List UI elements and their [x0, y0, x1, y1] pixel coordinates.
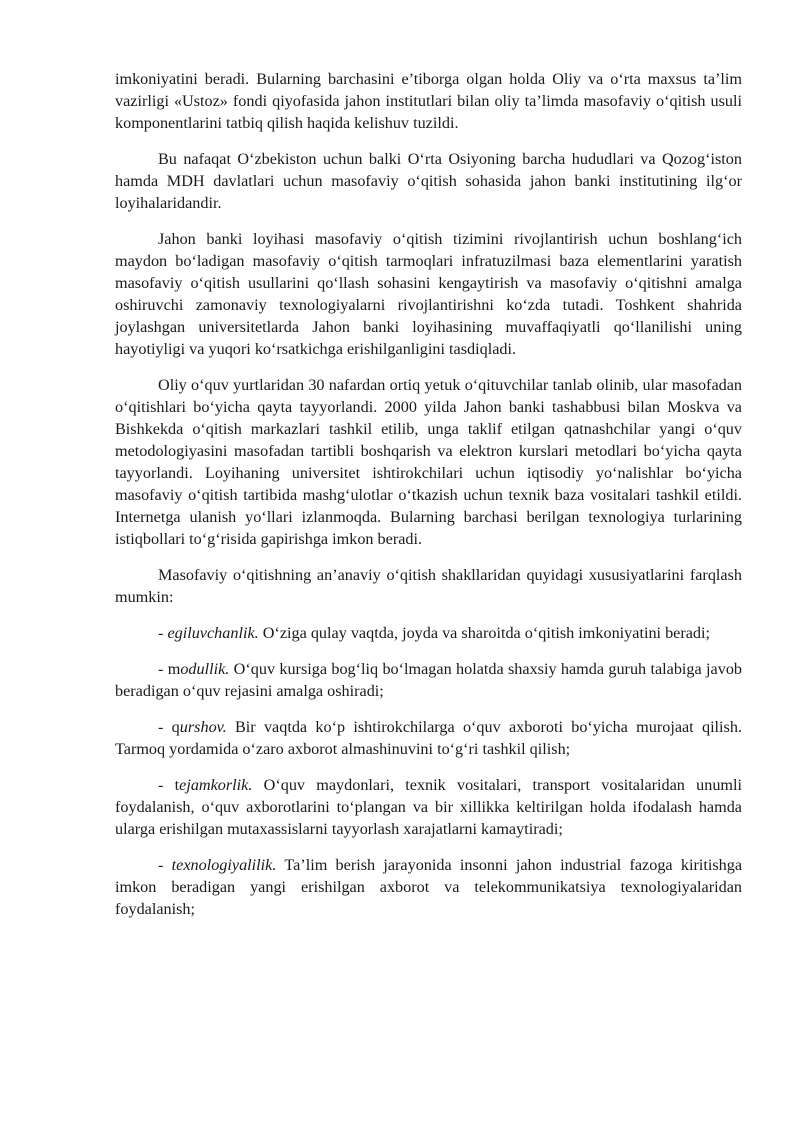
list-item-prefix: - — [158, 624, 168, 642]
list-item-prefix: - — [158, 856, 172, 874]
list-item-term: odullik. — [180, 660, 230, 678]
list-item-term: urshov. — [179, 718, 227, 736]
list-item-text: Ta’lim berish jarayonida insonni jahon industrial fazoga kiritishga imkon beradigan yangi erishilgan axborot va telekommunikatsiya texnologiyalaridan foydalanish; — [115, 856, 743, 918]
list-item-text: O‘ziga qulay vaqtda, joyda va sharoitda o‘qitish imkoniyatini beradi; — [258, 624, 711, 642]
list-item-text: O‘quv maydonlari, texnik vositalari, transport vositalaridan unumli foydalanish, o‘quv axborotlarini to‘plangan va bir xillikka keltirilgan holda ifodalash hamda ularga erishilgan mutaxassislarni tayyorlash xarajatlarni kamaytiradi; — [115, 776, 742, 838]
document-page — [115, 68, 742, 934]
list-item-term: egiluvchanlik. — [167, 624, 259, 642]
paragraph-4: Oliy o‘quv yurtlaridan 30 nafardan ortiq yetuk o‘qituvchilar tanlab olinib, ular masofadan o‘qitishlari bo‘yicha qayta tayyorlandi. 2000 yilda Jahon banki tashabbusi bilan Moskva va Bishkekda o‘qitish markazlari tashkil etilib, unga taklif etilgan qatnashchilar yangi o‘quv metodologiyasini masofadan tartibli boshqarish va elektron kurslari metodlari bo‘yicha qayta tayyorlandi. Loyihaning universitet ishtirokchilari uchun iqtisodiy yo‘nalishlar bo‘yicha masofaviy o‘qitish tartibida mashg‘ulotlar o‘tkazish uchun texnik baza vositalari tashkil etildi. Internetga ulanish yo‘llari izlanmoqda. Bularning barchasi berilgan texnologiya turlarining istiqbollari to‘g‘risida gapirishga imkon beradi. — [115, 376, 742, 548]
list-item-prefix: - q — [158, 718, 180, 736]
list-item-coverage — [115, 716, 742, 760]
list-item-text: Bir vaqtda ko‘p ishtirokchilarga o‘quv axboroti bo‘yicha murojaat qilish. Tarmoq yordamida o‘zaro axborot almashinuvini to‘g‘ri tashkil qilish; — [115, 718, 742, 758]
paragraph-2: Bu nafaqat O‘zbekiston uchun balki O‘rta Osiyoning barcha hududlari va Qozog‘iston hamda MDH davlatlari uchun masofaviy o‘qitish sohasida jahon banki institutining ilg‘or loyihalaridandir. — [115, 150, 742, 212]
list-item-term: ejamkorlik. — [179, 776, 253, 794]
paragraph-1: imkoniyatini beradi. Bularning barchasini e’tiborga olgan holda Oliy va o‘rta maxsus ta’lim vazirligi «Ustoz» fondi qiyofasida jahon institutlari bilan oliy ta’limda masofaviy o‘qitish usuli komponentlarini tatbiq qilish haqida kelishuv tuzildi. — [115, 70, 742, 132]
list-item-modularity — [115, 658, 742, 702]
list-item-economy — [115, 774, 742, 840]
paragraph-3: Jahon banki loyihasi masofaviy o‘qitish tizimini rivojlantirish uchun boshlang‘ich maydon bo‘ladigan masofaviy o‘qitish tarmoqlari infratuzilmasi baza elementlarini yaratish masofaviy o‘qitish usullarini qo‘llash sohasini kengaytirish va masofaviy o‘qitishni amalga oshiruvchi zamonaviy texnologiyalarni rivojlantirishni ko‘zda tutadi. Toshkent shahrida joylashgan universitetlarda Jahon banki loyihasining muvaffaqiyatli qo‘llanilishi uning hayotiyligi va yuqori ko‘rsatkichga erishilganligini tasdiqladi. — [115, 230, 742, 358]
list-item-technology — [115, 854, 742, 920]
list-item-prefix: - t — [158, 776, 180, 794]
list-item-prefix: - m — [158, 660, 181, 678]
paragraph-5: Masofaviy o‘qitishning an’anaviy o‘qitish shakllaridan quyidagi xususiyatlarini farqlash mumkin: — [115, 566, 742, 606]
list-item-term: texnologiyalilik. — [171, 856, 277, 874]
list-item-flexibility — [115, 622, 742, 644]
list-item-text: O‘quv kursiga bog‘liq bo‘lmagan holatda shaxsiy hamda guruh talabiga javob beradigan o‘quv rejasini amalga oshiradi; — [115, 660, 743, 700]
